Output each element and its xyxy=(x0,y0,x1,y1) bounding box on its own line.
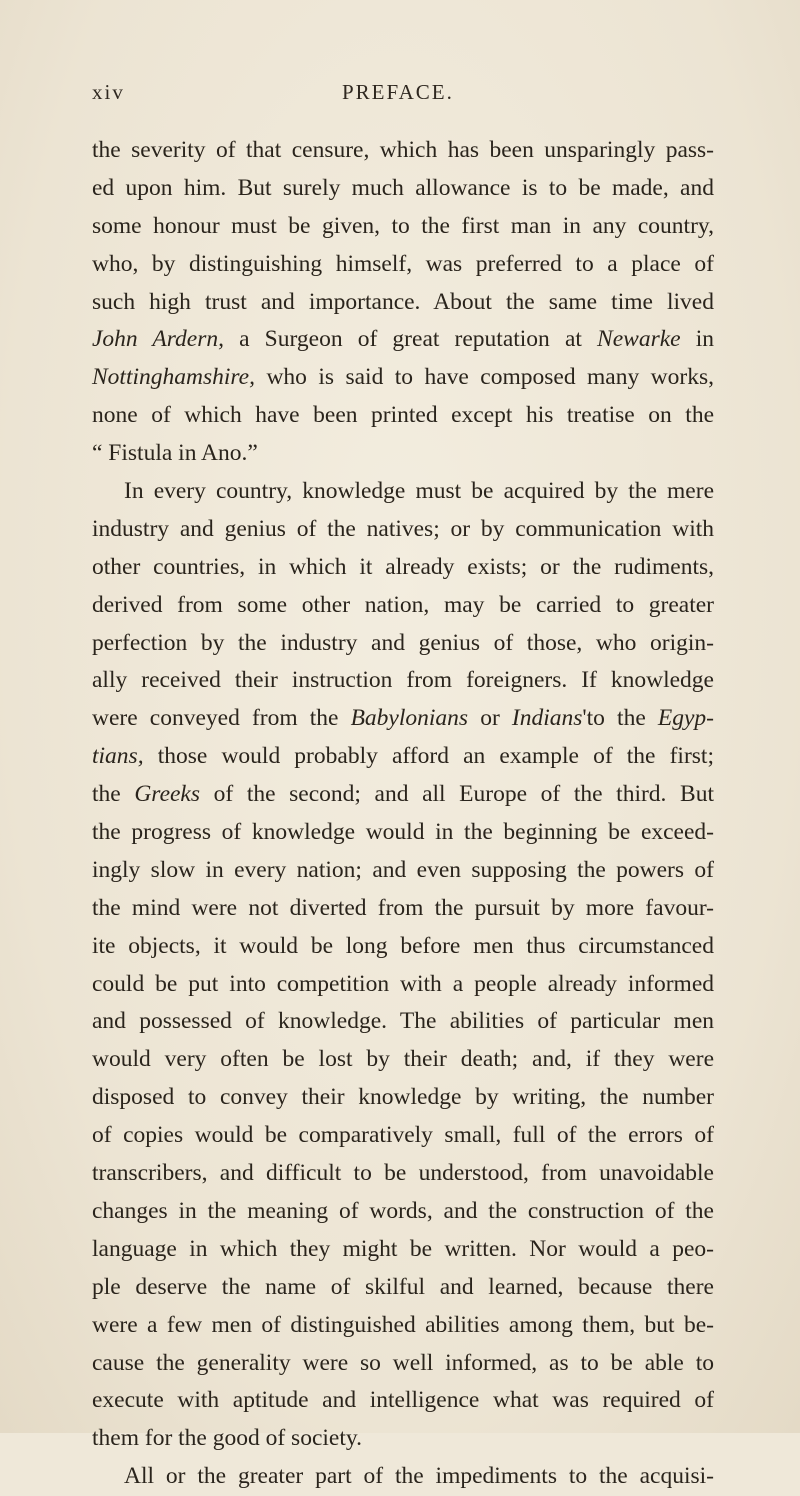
text-line: some honour must be given, to the first man in any country, xyxy=(92,212,714,239)
text-run: of the second; and all Europe of the third. But xyxy=(200,781,714,808)
text-line xyxy=(92,359,714,397)
text-line: of copies would be comparatively small, full of the errors of xyxy=(92,1122,714,1149)
text-line: derived from some other nation, may be carried to greater xyxy=(92,591,714,618)
text-line: the severity of that censure, which has been unsparingly pass- xyxy=(92,137,714,163)
text-line: the mind were not diverted from the pursuit by more favour- xyxy=(92,894,714,921)
body-text xyxy=(92,132,714,1496)
text-line: transcribers, and difficult to be understood, from unavoidable xyxy=(92,1160,714,1187)
running-title: PREFACE. xyxy=(342,80,454,104)
page-number: xiv xyxy=(92,80,125,104)
text-line: ple deserve the name of skilful and learned, because there xyxy=(92,1273,714,1300)
text-line: perfection by the industry and genius of those, who origin- xyxy=(92,629,714,656)
text-line: ingly slow in every nation; and even supposing the powers of xyxy=(92,856,714,883)
text-line xyxy=(92,776,714,814)
text-line: were a few men of distinguished abilities among them, but be- xyxy=(92,1311,714,1338)
text-run: or xyxy=(468,705,512,732)
text-line: disposed to convey their knowledge by writing, the number xyxy=(92,1084,714,1111)
italic-place: Nottinghamshire, xyxy=(92,364,255,391)
text-line: ite objects, it would be long before men thus circumstanced xyxy=(92,932,714,959)
text-line: cause the generality were so well informed, as to be able to xyxy=(92,1349,714,1376)
text-line: ed upon him. But surely much allowance is to be made, and xyxy=(92,174,714,201)
text-run: were conveyed from the xyxy=(92,705,351,732)
text-line xyxy=(92,321,714,359)
running-head xyxy=(92,80,712,110)
text-run: the xyxy=(92,781,135,808)
text-line: none of which have been printed except his treatise on the xyxy=(92,402,714,429)
text-run: those would probably afford an example of the first; xyxy=(143,743,714,770)
text-line: who, by distinguishing himself, was preferred to a place of xyxy=(92,250,714,277)
italic-people: Babylonians xyxy=(350,705,469,732)
text-line: language in which they might be written. Nor would a peo- xyxy=(92,1235,714,1262)
italic-people: Egyp- xyxy=(657,705,714,732)
text-line: changes in the meaning of words, and the construction of the xyxy=(92,1197,714,1224)
text-line: All or the greater part of the impediments to the acquisi- xyxy=(124,1463,714,1490)
italic-people: tians, xyxy=(92,743,144,770)
text-run: in xyxy=(680,326,715,353)
text-line: other countries, in which it already exists; or the rudiments, xyxy=(92,553,714,580)
italic-people: Indians xyxy=(511,705,583,732)
italic-name: John Ardern, xyxy=(92,326,224,353)
text-line: execute with aptitude and intelligence what was required of xyxy=(92,1387,714,1414)
text-line: them for the good of society. xyxy=(92,1425,362,1452)
text-line: “ Fistula in Ano.” xyxy=(92,440,258,467)
italic-place: Newarke xyxy=(597,326,681,353)
italic-people: Greeks xyxy=(134,781,201,808)
text-line: the progress of knowledge would in the beginning be exceed- xyxy=(92,819,714,846)
text-run: 'to the xyxy=(582,705,658,732)
text-line xyxy=(92,700,714,738)
text-line: would very often be lost by their death; and, if they were xyxy=(92,1046,714,1073)
text-line: could be put into competition with a people already informed xyxy=(92,970,714,997)
text-run: who is said to have composed many works, xyxy=(255,364,714,391)
text-line xyxy=(92,738,714,776)
text-line: ally received their instruction from foreigners. If knowledge xyxy=(92,667,714,694)
text-line: In every country, knowledge must be acquired by the mere xyxy=(124,478,714,505)
text-run: a Surgeon of great reputation at xyxy=(223,326,598,353)
text-line: such high trust and importance. About the same time lived xyxy=(92,288,714,315)
text-line: industry and genius of the natives; or by communication with xyxy=(92,515,714,542)
text-line: and possessed of knowledge. The abilities of particular men xyxy=(92,1008,714,1035)
